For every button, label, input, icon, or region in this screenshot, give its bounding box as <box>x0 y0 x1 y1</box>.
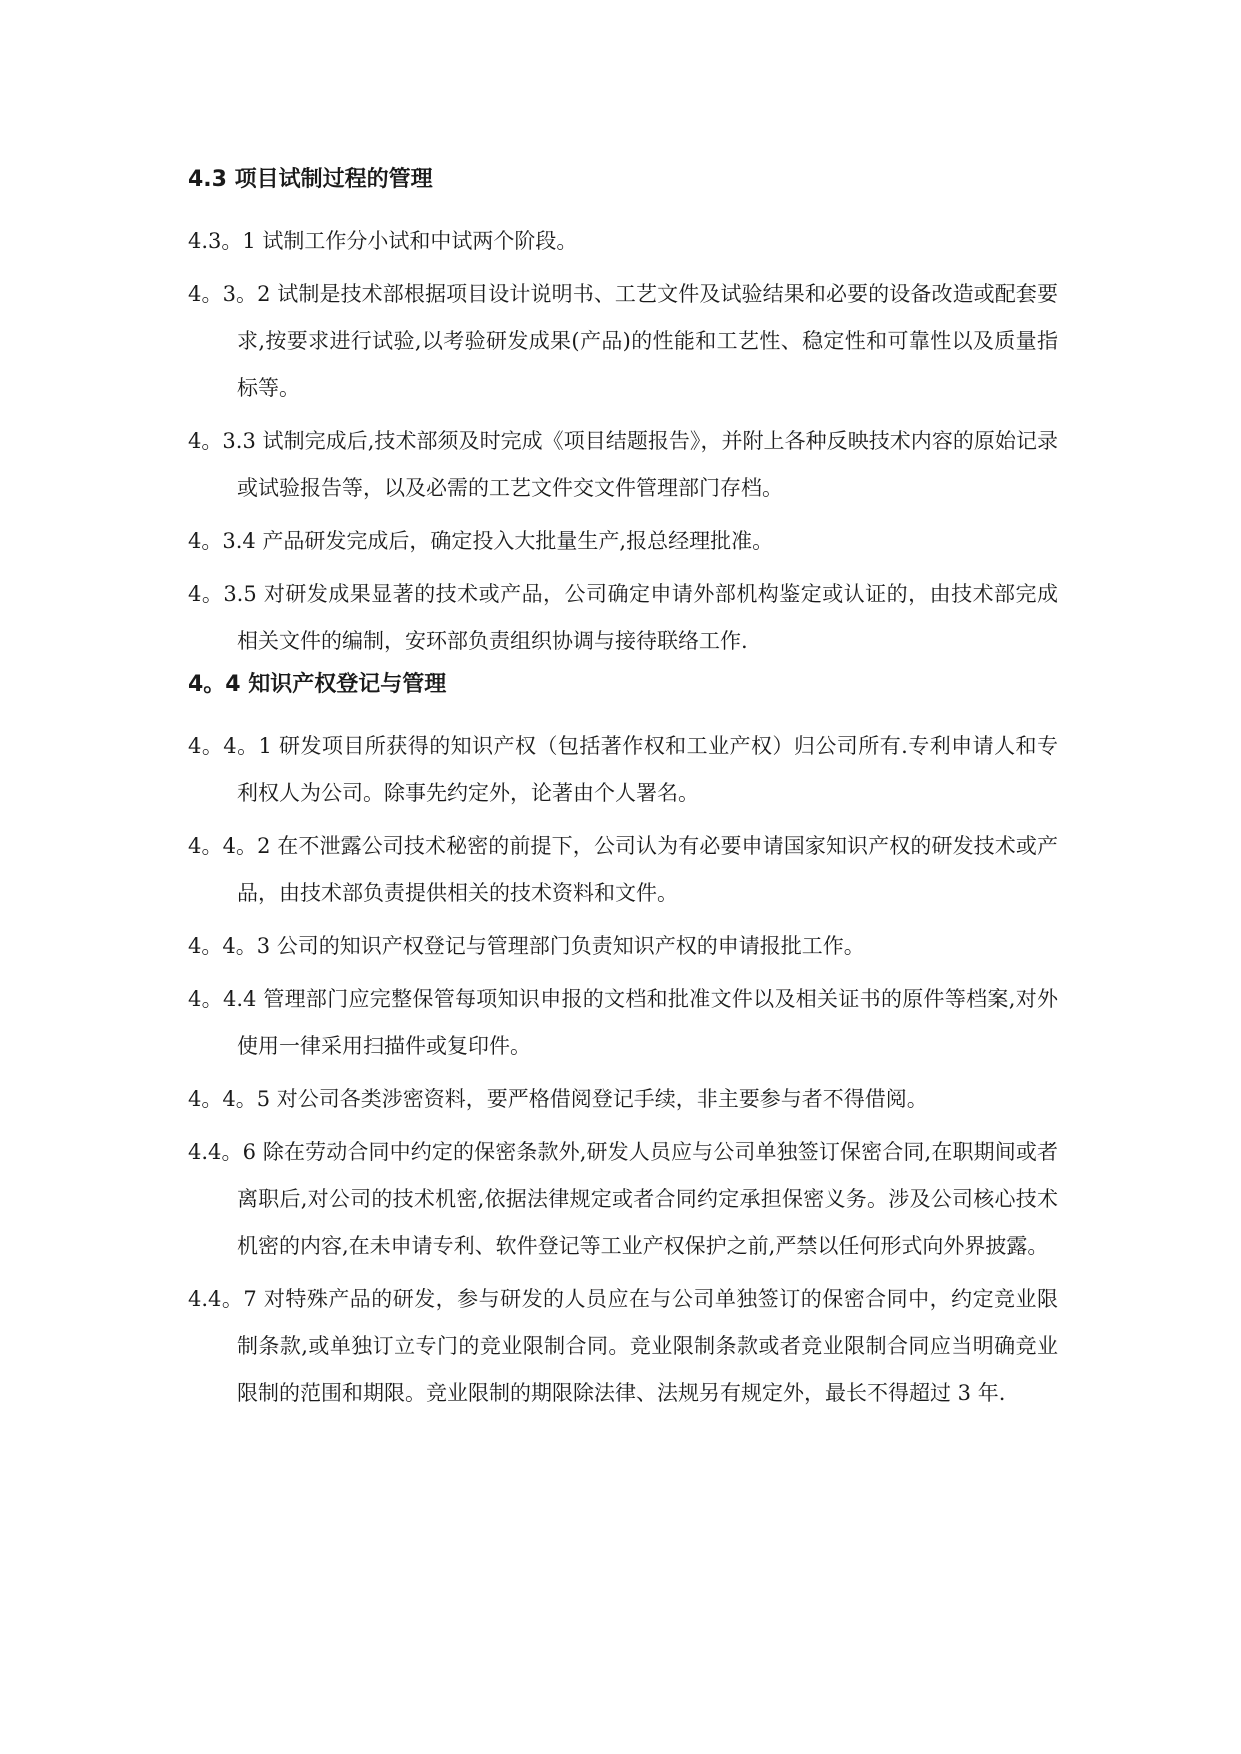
clause-4-4-1: 4。4。1 研发项目所获得的知识产权（包括著作权和工业产权）归公司所有.专利申请人和专利权人为公司。除事先约定外，论著由个人署名。 <box>188 734 1058 805</box>
clause-4-3-3: 4。3.3 试制完成后,技术部须及时完成《项目结题报告》，并附上各种反映技术内容的原始记录或试验报告等，以及必需的工艺文件交文件管理部门存档。 <box>188 429 1058 500</box>
clause-4-4-5: 4。4。5 对公司各类涉密资料，要严格借阅登记手续，非主要参与者不得借阅。 <box>188 1087 928 1111</box>
clause-4-4-3: 4。4。3 公司的知识产权登记与管理部门负责知识产权的申请报批工作。 <box>188 934 865 958</box>
clause-4-4-6: 4.4。6 除在劳动合同中约定的保密条款外,研发人员应与公司单独签订保密合同,在职期间或者离职后,对公司的技术机密,依据法律规定或者合同约定承担保密义务。涉及公司核心技术机密的内容,在未申请专利、软件登记等工业产权保护之前,严禁以任何形式向外界披露。 <box>188 1140 1058 1258</box>
clause-4-3-5: 4。3.5 对研发成果显著的技术或产品，公司确定申请外部机构鉴定或认证的，由技术部完成相关文件的编制，安环部负责组织协调与接待联络工作. <box>188 582 1058 653</box>
clause-4-4-7: 4.4。7 对特殊产品的研发，参与研发的人员应在与公司单独签订的保密合同中，约定竞业限制条款,或单独订立专门的竞业限制合同。竞业限制条款或者竞业限制合同应当明确竞业限制的范围和期限。竞业限制的期限除法律、法规另有规定外，最长不得超过 3 年. <box>188 1287 1058 1405</box>
clause-4-3-2: 4。3。2 试制是技术部根据项目设计说明书、工艺文件及试验结果和必要的设备改造或配套要求,按要求进行试验,以考验研发成果(产品)的性能和工艺性、稳定性和可靠性以及质量指标等。 <box>188 282 1058 400</box>
section-heading-4-3: 4.3 项目试制过程的管理 <box>188 167 433 192</box>
clause-4-4-4: 4。4.4 管理部门应完整保管每项知识申报的文档和批准文件以及相关证书的原件等档案,对外使用一律采用扫描件或复印件。 <box>188 987 1058 1058</box>
clause-4-4-2: 4。4。2 在不泄露公司技术秘密的前提下，公司认为有必要申请国家知识产权的研发技术或产品，由技术部负责提供相关的技术资料和文件。 <box>188 834 1058 905</box>
section-heading-4-4: 4。4 知识产权登记与管理 <box>188 672 447 697</box>
document-page <box>188 166 1058 1423</box>
clause-4-3-1: 4.3。1 试制工作分小试和中试两个阶段。 <box>188 229 578 253</box>
clause-4-3-4: 4。3.4 产品研发完成后，确定投入大批量生产,报总经理批准。 <box>188 529 774 553</box>
